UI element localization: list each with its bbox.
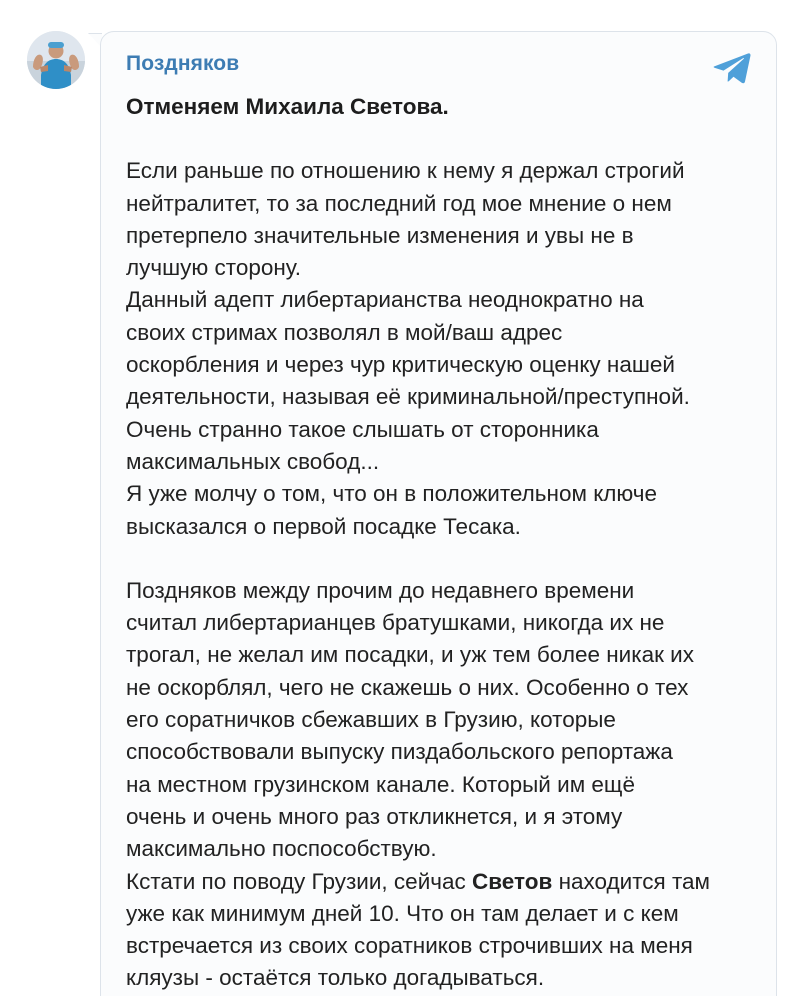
text-line: деятельности, называя её криминальной/преступной. xyxy=(126,384,690,410)
channel-name-link[interactable]: Поздняков xyxy=(126,52,240,75)
text-line: считал либертарианцев братушками, никогда их не xyxy=(126,610,665,636)
text-line: уже как минимум дней 10. Что он там делает и с кем xyxy=(126,900,679,926)
text-fragment: находится там xyxy=(552,868,711,894)
text-line: претерпело значительные изменения и увы не в xyxy=(126,222,634,248)
text-line-kstati xyxy=(126,866,766,898)
text-line: лучшую сторону. xyxy=(126,255,302,281)
channel-avatar[interactable] xyxy=(27,31,85,89)
text-line: Данный адепт либертарианства неоднократно на xyxy=(126,287,644,313)
text-line: кляузы - остаётся только догадываться. xyxy=(126,965,545,991)
text-line: трогал, не желал им посадки, и уж тем более никак их xyxy=(126,642,694,668)
text-line: на местном грузинском канале. Который им ещё xyxy=(126,771,635,797)
text-line: Поздняков между прочим до недавнего времени xyxy=(126,577,635,603)
text-line: Если раньше по отношению к нему я держал строгий xyxy=(126,158,685,184)
bold-name-svetov: Светов xyxy=(472,868,553,894)
text-line: оскорбления и через чур критическую оценку нашей xyxy=(126,352,675,378)
text-line: Очень странно такое слышать от сторонника xyxy=(126,416,599,442)
text-line: Я уже молчу о том, что он в положительном ключе xyxy=(126,481,658,507)
text-line: нейтралитет, то за последний год мое мнение о нем xyxy=(126,190,672,216)
avatar-image-icon xyxy=(27,31,85,89)
text-line: очень и очень много раз откликнется, и я этому xyxy=(126,803,623,829)
text-line: максимальных свобод... xyxy=(126,448,380,474)
spacer xyxy=(126,543,766,575)
text-line: не оскорблял, чего не скажешь о них. Особенно о тех xyxy=(126,674,689,700)
telegram-logo-icon[interactable] xyxy=(712,51,752,85)
text-line: своих стримах позволял в мой/ваш адрес xyxy=(126,319,563,345)
text-fragment: Кстати по поводу Грузии, сейчас xyxy=(126,868,473,894)
text-line: высказался о первой посадке Тесака. xyxy=(126,513,521,539)
text-line: встречается из своих соратников строчивших на меня xyxy=(126,933,693,959)
text-line: максимально поспособствую. xyxy=(126,836,437,862)
text-line: способствовали выпуску пиздабольского репортажа xyxy=(126,739,673,765)
spacer xyxy=(126,123,766,155)
post-title: Отменяем Михаила Светова. xyxy=(126,94,449,119)
post-text xyxy=(126,91,766,995)
text-line: его соратничков сбежавших в Грузию, которые xyxy=(126,707,616,733)
